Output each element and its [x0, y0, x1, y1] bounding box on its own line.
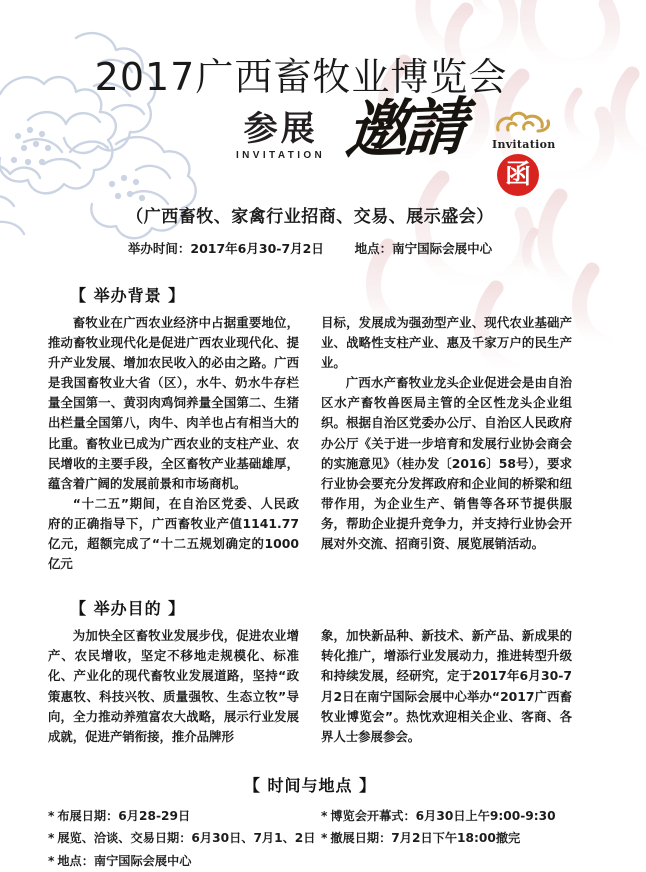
- invitation-logo: [0, 89, 620, 198]
- column-left: [48, 626, 299, 747]
- paragraph: 目标，发展成为强劲型产业、现代农业基础产业、战略性支柱产业、惠及千家万户的民生产业。: [321, 315, 572, 371]
- gold-cloud-icon: [494, 110, 552, 136]
- bullet-icon: *: [321, 808, 328, 823]
- brush-calligraphy-invitation: 邀請: [342, 89, 466, 168]
- column-right: [321, 626, 572, 747]
- bullet-icon: *: [321, 831, 328, 846]
- red-seal-icon: 函: [497, 154, 539, 196]
- list-item: [48, 827, 316, 850]
- bullet-icon: *: [48, 831, 55, 846]
- two-column-layout: [48, 805, 572, 872]
- paragraph: 广西水产畜牧业龙头企业促进会是由自治区水产畜牧兽医局主管的全区性龙头企业组织。根据自治区党委办公厅、自治区人民政府办公厅《关于进一步培育和发展行业协会商会的实施意见》（桂办发〔2016〕58号），要求行业协会要充分发挥政府和企业间的桥梁和纽带作用，为企业生产、销售等各环节提供服务，帮助企业提升竞争力，并支持行业协会开展对外交流、招商引资、展览展销活动。: [321, 375, 572, 552]
- bullet-icon: *: [48, 808, 55, 823]
- exhibit-wordmark-cn: 参展: [243, 109, 318, 149]
- exhibit-wordmark: [236, 109, 326, 161]
- page-title: 2017广西畜牧业博览会: [94, 55, 508, 99]
- section-schedule: [48, 773, 572, 872]
- section-purpose: [48, 596, 572, 747]
- paragraph: “十二五”期间，在自治区党委、人民政府的正确指导下，广西畜牧业产值1141.77亿元，超额完成了“十二五规划确定的1000亿元: [48, 495, 299, 572]
- subtitle: （广西畜牧、家禽行业招商、交易、展示盛会）: [126, 207, 494, 227]
- header: [0, 0, 620, 257]
- list-item-label: 展览、洽谈、交易日期：6月30日、7月1、2日: [57, 831, 316, 846]
- bullet-icon: *: [48, 853, 55, 868]
- section-title: 【 时间与地点 】: [243, 775, 377, 795]
- two-column-layout: [48, 313, 572, 574]
- list-item-label: 撤展日期：7月2日下午18:00撤完: [330, 831, 521, 846]
- paragraph: 象，加快新品种、新技术、新产品、新成果的转化推广，增添行业发展动力，推进转型升级和持续发展，经研究，定于2017年6月30-7月2日在南宁国际会展中心举办“2017广西畜牧业博览会”。热忱欢迎相关企业、客商、各界人士参展参会。: [321, 628, 572, 744]
- list-item: [48, 805, 299, 828]
- two-column-layout: [48, 626, 572, 747]
- column-right: [321, 313, 572, 574]
- list-item: [321, 805, 572, 828]
- paragraph: 畜牧业在广西农业经济中占据重要地位，推动畜牧业现代化是促进广西农业现代化、提升产业发展、增加农民收入的必由之路。广西是我国畜牧业大省（区），水牛、奶水牛存栏量全国第一、黄羽肉鸡饲养量全国第二、生猪出栏量全国第八，肉牛、肉羊也占有相当大的比重。畜牧业已成为广西农业的支柱产业、农民增收的主要手段，全区畜牧产业基础雄厚，蕴含着广阔的发展前景和市场商机。: [48, 315, 299, 491]
- paragraph: 为加快全区畜牧业发展步伐，促进农业增产、农民增收，坚定不移地走规模化、标准化、产业化的现代畜牧业发展道路，坚持“政策惠牧、科技兴牧、质量强牧、生态立牧”导向，全力推动养殖富农大战略，展示行业发展成就，促进产销衔接，推介品牌形: [48, 628, 299, 744]
- column-left: [48, 313, 299, 574]
- list-item-label: 地点：南宁国际会展中心: [57, 853, 192, 868]
- section-title: 【 举办背景 】: [70, 286, 186, 305]
- section-background: [48, 283, 572, 574]
- list-item: [48, 850, 299, 872]
- exhibit-wordmark-en: INVITATION: [236, 150, 326, 161]
- list-item-label: 布展日期：6月28-29日: [57, 808, 191, 823]
- event-meta: [0, 239, 620, 257]
- list-item-label: 博览会开幕式：6月30日上午9:00-9:30: [330, 808, 556, 823]
- event-venue: 地点：南宁国际会展中心: [354, 241, 493, 256]
- invitation-label: Invitation: [492, 138, 556, 151]
- content: [0, 283, 620, 872]
- column-right: [321, 805, 572, 872]
- column-left: [48, 805, 316, 872]
- section-title: 【 举办目的 】: [70, 599, 186, 619]
- event-time: 举办时间：2017年6月30-7月2日: [127, 241, 324, 256]
- list-item: [321, 827, 572, 850]
